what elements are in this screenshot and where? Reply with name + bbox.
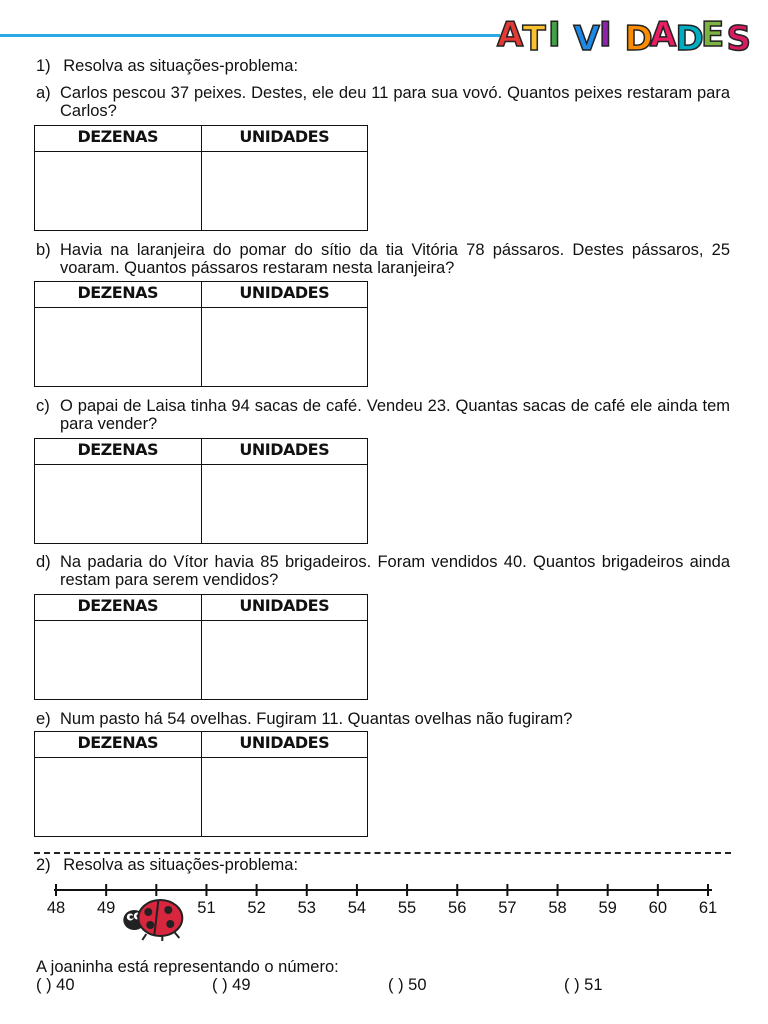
problem-label: e) — [36, 710, 51, 728]
logo-letter: D — [624, 19, 653, 58]
tens-header: DEZENAS — [77, 127, 159, 146]
tens-cell[interactable] — [35, 621, 201, 699]
units-header: UNIDADES — [201, 439, 368, 464]
tens-header: DEZENAS — [77, 440, 159, 459]
problem-label: c) — [36, 397, 50, 415]
tick-label: 61 — [698, 899, 718, 917]
logo-letter: T — [522, 19, 546, 58]
problem-b — [36, 241, 730, 277]
logo-letter: D — [675, 19, 704, 58]
units-cell[interactable] — [201, 621, 368, 699]
tens-cell[interactable] — [35, 465, 201, 543]
units-cell[interactable] — [201, 308, 368, 386]
section2-title-row — [36, 856, 298, 874]
logo-letter: S — [726, 19, 751, 58]
tick-label: 54 — [347, 899, 367, 917]
units-cell[interactable] — [201, 758, 368, 836]
answer-table-e — [34, 731, 368, 837]
units-header: UNIDADES — [201, 595, 368, 620]
tens-cell[interactable] — [35, 758, 201, 836]
problem-c — [36, 397, 730, 433]
problem-label: d) — [36, 553, 51, 571]
problem-text: Carlos pescou 37 peixes. Destes, ele deu 11 para sua vovó. Quantos peixes restaram para Carlos? — [60, 84, 730, 120]
problem-text: Num pasto há 54 ovelhas. Fugiram 11. Quantas ovelhas não fugiram? — [60, 710, 573, 728]
units-header: UNIDADES — [201, 282, 368, 307]
answer-table-b — [34, 281, 368, 387]
logo-letter: E — [701, 15, 725, 55]
logo-letter: V — [573, 19, 600, 58]
tick-label: 53 — [297, 899, 316, 917]
tens-cell[interactable] — [35, 308, 201, 386]
answer-table-c — [34, 438, 368, 544]
tick-label: 57 — [498, 899, 517, 917]
units-header: UNIDADES — [201, 126, 368, 151]
problem-a — [36, 84, 730, 120]
logo-letter: I — [599, 15, 612, 55]
header-rule — [0, 34, 500, 37]
tick-label: 60 — [648, 899, 668, 917]
ladybug-question: A joaninha está representando o número: — [36, 958, 339, 976]
tick-label: 56 — [448, 899, 467, 917]
section-divider — [34, 852, 731, 854]
option-40[interactable]: ( ) 40 — [36, 976, 75, 994]
tick-label: 52 — [247, 899, 266, 917]
ladybug-icon — [123, 900, 182, 941]
units-header: UNIDADES — [201, 732, 368, 757]
section2-number: 2) — [36, 856, 51, 874]
tens-header: DEZENAS — [77, 733, 159, 752]
section1-number: 1) — [36, 57, 51, 75]
option-49[interactable]: ( ) 49 — [212, 976, 251, 994]
tens-header: DEZENAS — [77, 596, 159, 615]
option-50[interactable]: ( ) 50 — [388, 976, 427, 994]
tick-label: 58 — [548, 899, 567, 917]
logo-letter: I — [548, 15, 561, 55]
section2-title: Resolva as situações-problema: — [63, 856, 299, 874]
option-51[interactable]: ( ) 51 — [564, 976, 603, 994]
logo-letter: A — [650, 15, 677, 55]
section1-title-row — [36, 57, 298, 75]
problem-text: Havia na laranjeira do pomar do sítio da tia Vitória 78 pássaros. Destes pássaros, 25 voaram. Quantos pássaros restaram nesta laranjeira? — [60, 241, 730, 277]
problem-label: b) — [36, 241, 51, 259]
units-cell[interactable] — [201, 465, 368, 543]
problem-d — [36, 553, 730, 589]
tens-header: DEZENAS — [77, 283, 159, 302]
problem-label: a) — [36, 84, 51, 102]
section1-title: Resolva as situações-problema: — [63, 57, 299, 75]
logo-letter: A — [497, 15, 524, 55]
atividades-logo — [493, 10, 753, 58]
problem-text: O papai de Laisa tinha 94 sacas de café. Vendeu 23. Quantas sacas de café ele ainda tem para vender? — [60, 397, 730, 433]
tick-label: 49 — [96, 899, 116, 917]
problem-e — [36, 710, 730, 728]
answer-table-a — [34, 125, 368, 231]
tens-cell[interactable] — [35, 152, 201, 230]
problem-text: Na padaria do Vítor havia 85 brigadeiros. Foram vendidos 40. Quantos brigadeiros ainda restam para serem vendidos? — [60, 553, 730, 589]
tick-label: 48 — [46, 899, 66, 917]
tick-label: 59 — [598, 899, 617, 917]
answer-table-d — [34, 594, 368, 700]
tick-label: 51 — [197, 899, 216, 917]
units-cell[interactable] — [201, 152, 368, 230]
tick-label: 55 — [397, 899, 417, 917]
